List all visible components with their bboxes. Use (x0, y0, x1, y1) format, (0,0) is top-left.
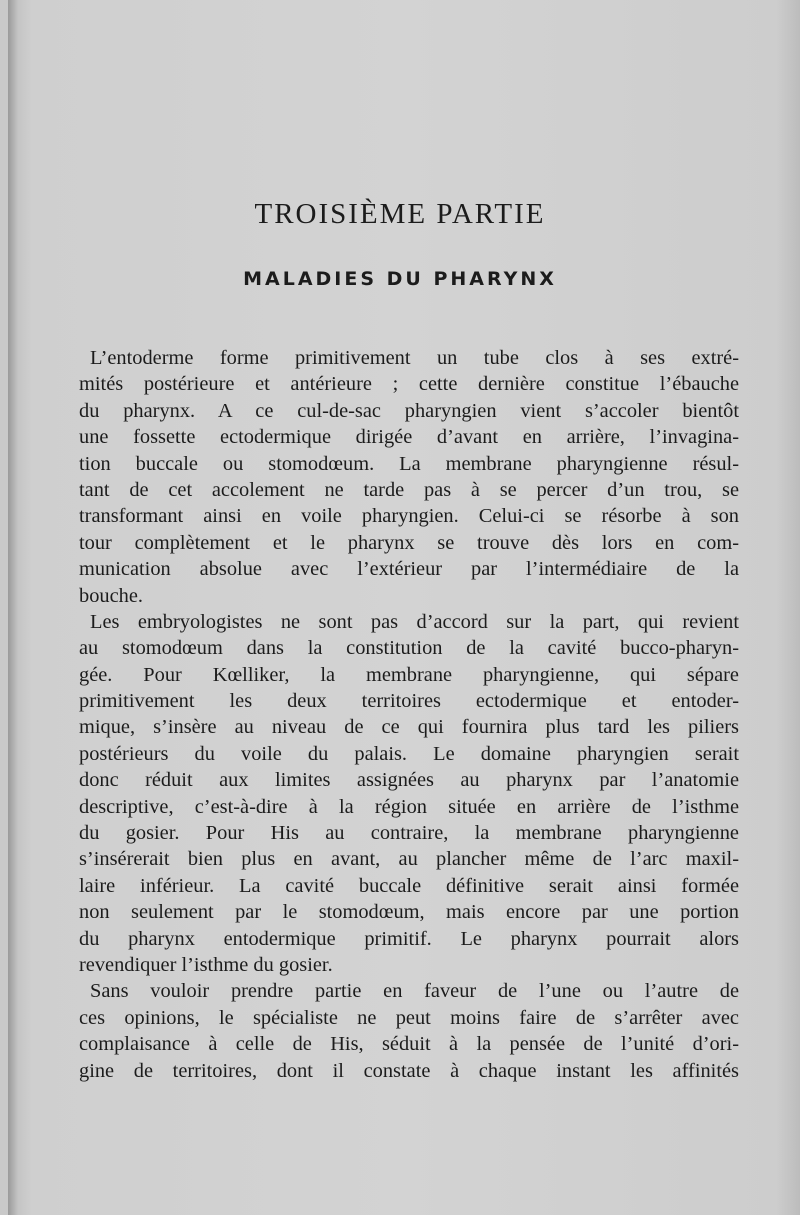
paragraph-1 (79, 345, 739, 609)
page-binding-edge (8, 0, 18, 1215)
text-line: Les embryologistes ne sont pas d’accord sur la part, qui revient (90, 610, 739, 633)
part-title: TROISIÈME PARTIE (254, 198, 546, 230)
text-line: au stomodœum dans la constitution de la cavité bucco-pharyn- (79, 637, 739, 660)
text-line: mique, s’insère au niveau de ce qui fournira plus tard les piliers (79, 716, 739, 739)
text-line: munication absolue avec l’extérieur par l’intermédiaire de la (79, 558, 739, 581)
paragraph-3 (79, 978, 739, 1084)
text-line: gée. Pour Kœlliker, la membrane pharyngienne, qui sépare (79, 663, 739, 686)
text-line: tant de cet accolement ne tarde pas à se percer d’un trou, se (79, 478, 739, 501)
text-line: non seulement par le stomodœum, mais encore par une portion (79, 901, 739, 924)
body-text (79, 345, 739, 1084)
text-line: revendiquer l’isthme du gosier. (79, 953, 333, 976)
text-line: donc réduit aux limites assignées au pharynx par l’anatomie (79, 769, 739, 792)
text-line: ces opinions, le spécialiste ne peut moins faire de s’arrêter avec (79, 1006, 739, 1029)
text-line: du gosier. Pour His au contraire, la membrane pharyngienne (79, 822, 739, 845)
text-line: une fossette ectodermique dirigée d’avant en arrière, l’invagina- (79, 426, 739, 449)
chapter-title: MALADIES DU PHARYNX (243, 268, 557, 290)
text-line: descriptive, c’est-à-dire à la région située en arrière de l’isthme (79, 795, 739, 818)
text-line: mités postérieure et antérieure ; cette dernière constitue l’ébauche (79, 373, 739, 396)
text-line: bouche. (79, 584, 143, 607)
text-line: Sans vouloir prendre partie en faveur de l’une ou l’autre de (90, 980, 739, 1003)
text-line: L’entoderme forme primitivement un tube clos à ses extré- (90, 347, 739, 369)
text-line: s’insérerait bien plus en avant, au plancher même de l’arc maxil- (79, 848, 739, 871)
text-line: primitivement les deux territoires ectodermique et entoder- (79, 690, 739, 713)
text-line: tion buccale ou stomodœum. La membrane pharyngienne résul- (79, 452, 739, 475)
text-line: postérieurs du voile du palais. Le domaine pharyngien serait (79, 742, 739, 765)
text-line: du pharynx entodermique primitif. Le pharynx pourrait alors (79, 927, 739, 950)
text-line: tour complètement et le pharynx se trouve dès lors en com- (79, 531, 739, 554)
text-line: transformant ainsi en voile pharyngien. Celui-ci se résorbe à son (79, 505, 739, 528)
text-line: laire inférieur. La cavité buccale définitive serait ainsi formée (79, 874, 739, 897)
paragraph-2 (79, 609, 739, 978)
text-line: complaisance à celle de His, séduit à la pensée de l’unité d’ori- (79, 1033, 739, 1056)
text-line: gine de territoires, dont il constate à chaque instant les affinités (79, 1059, 739, 1082)
text-line: du pharynx. A ce cul-de-sac pharyngien vient s’accoler bientôt (79, 399, 739, 422)
